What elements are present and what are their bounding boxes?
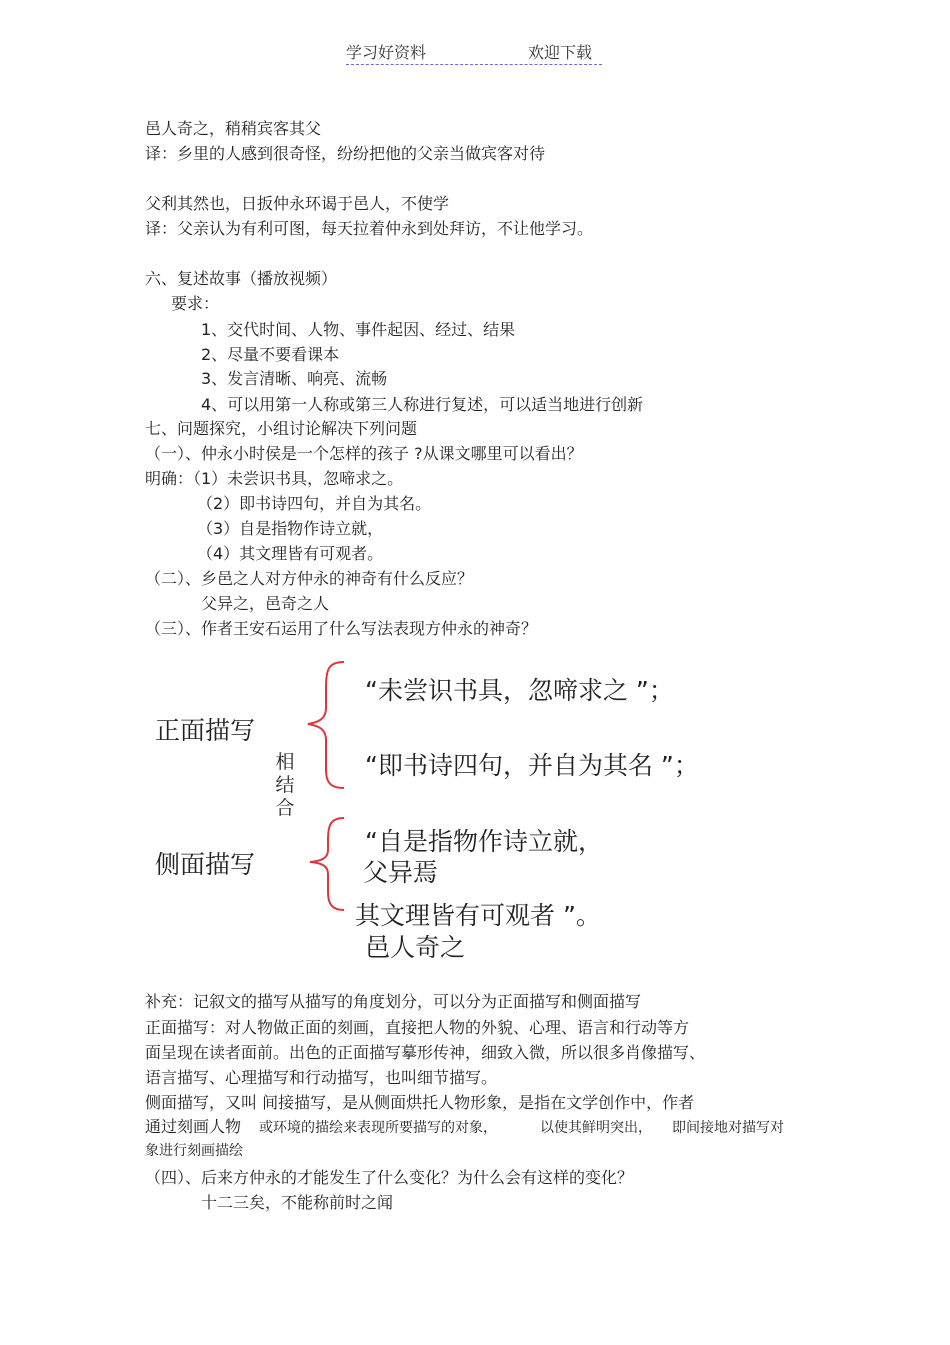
list-item: 1、交代时间、人物、事件起因、经过、结果 [201,320,516,339]
list-item: 4、可以用第一人称或第三人称进行复述，可以适当地进行创新 [201,395,644,414]
supplement-line: 面呈现在读者面前。出色的正面描写摹形传神，细致入微，所以很多肖像描写、 [145,1043,706,1062]
side-item: 其文理皆有可观者 ”。 [355,901,601,930]
answer-line: 明确：（1）未尝识书具，忽啼求之。 [145,469,404,488]
supplement-line: 语言描写、心理描写和行动描写，也叫细节描写。 [145,1068,498,1087]
side-item: “自是指物作诗立就， [365,827,603,856]
answer-line: 父异之，邑奇之人 [201,594,330,613]
supplement-line: 补充：记叙文的描写从描写的角度划分，可以分为正面描写和侧面描写 [145,992,642,1011]
side-item: 父异焉 [363,858,439,887]
header-right-text: 欢迎下载 [528,43,593,62]
supplement-line: 正面描写：对人物做正面的刻画，直接把人物的外貌、心理、语言和行动等方 [145,1018,690,1037]
answer-line: 十二三矣，不能称前时之闻 [201,1193,394,1212]
answer-line: （4）其文理皆有可观者。 [197,544,384,563]
side-item: 邑人奇之 [365,933,466,962]
header-left-text: 学习好资料 [346,43,427,62]
front-description-label: 正面描写 [155,716,256,745]
text-line: 父利其然也，日扳仲永环谒于邑人，不使学 [145,194,450,213]
front-item: “未尝识书具，忽啼求之 ”； [365,676,674,705]
header-dashed-line [346,64,602,65]
supplement-line-part: 即间接地对描写对 [672,1120,784,1136]
brace-diagram [300,660,350,920]
answer-line: （2）即书诗四句，并自为其名。 [197,494,432,513]
supplement-line-part: 以使其鲜明突出， [540,1120,652,1136]
question-line: （二）、乡邑之人对方仲永的神奇有什么反应？ [145,569,474,588]
combine-char: 合 [275,797,295,819]
supplement-line-part: 通过刻画人物 [145,1117,242,1136]
side-description-label: 侧面描写 [155,850,256,879]
answer-line: （3）自是指物作诗立就， [197,519,384,538]
combine-vertical-label [273,751,297,820]
combine-char: 结 [275,774,295,796]
combine-char: 相 [275,751,295,773]
supplement-line: 侧面描写，又叫 间接描写，是从侧面烘托人物形象，是指在文学创作中，作者 [145,1093,695,1112]
question-line: （一）、仲永小时侯是一个怎样的孩子 ?从课文哪里可以看出？ [145,444,583,463]
front-brace-icon [308,662,344,788]
text-line: 要求： [171,294,220,313]
question-line: （四）、后来方仲永的才能发生了什么变化？为什么会有这样的变化？ [145,1168,634,1187]
list-item: 2、尽量不要看课本 [201,345,340,364]
section-heading: 六、复述故事（播放视频） [145,269,338,288]
text-line: 译：乡里的人感到很奇怪，纷纷把他的父亲当做宾客对待 [145,144,546,163]
section-heading: 七、问题探究，小组讨论解决下列问题 [145,419,418,438]
list-item: 3、发言清晰、响亮、流畅 [201,369,388,388]
side-brace-icon [310,818,344,910]
text-line: 译：父亲认为有利可图，每天拉着仲永到处拜访，不让他学习。 [145,219,594,238]
supplement-line: 象进行刻画描绘 [145,1143,243,1159]
question-line: （三）、作者王安石运用了什么写法表现方仲永的神奇？ [145,619,538,638]
supplement-line-part: 或环境的描绘来表现所要描写的对象， [259,1120,497,1136]
front-item: “即书诗四句，并自为其名 ”； [365,751,699,780]
text-line: 邑人奇之，稍稍宾客其父 [145,119,322,138]
